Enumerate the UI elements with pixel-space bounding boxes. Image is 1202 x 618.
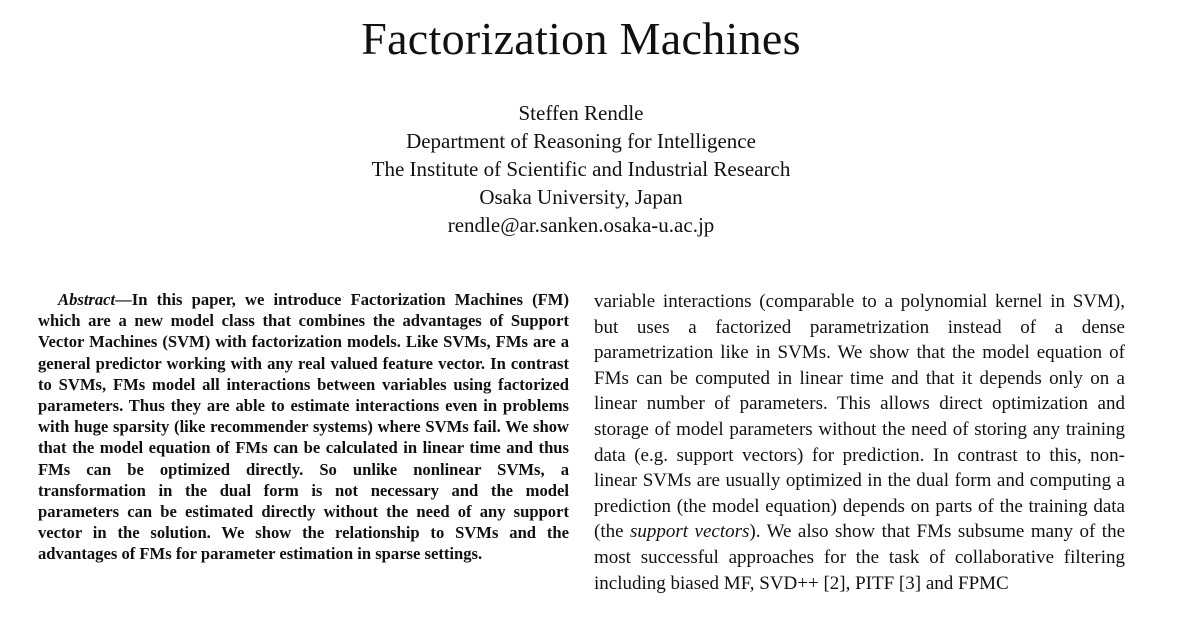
body-text-end: ). We also show that FMs subsume many of the most successful approaches for the task of collaborative filtering including biased MF, SVD++ [2], PITF [3] and FPMC (594, 521, 1125, 594)
body-paragraph (594, 289, 1125, 596)
paper-title: Factorization Machines (361, 13, 801, 64)
abstract-column (38, 289, 569, 565)
author-department: Department of Reasoning for Intelligence (406, 129, 756, 153)
author-name: Steffen Rendle (518, 101, 644, 125)
abstract-paragraph (38, 289, 569, 565)
introduction-column (594, 289, 1125, 607)
author-block (0, 99, 1162, 239)
author-email: rendle@ar.sanken.osaka-u.ac.jp (447, 213, 715, 237)
body-emphasis: support vectors (630, 521, 750, 543)
author-institute: The Institute of Scientific and Industrial Research (371, 157, 791, 181)
body-text-start: variable interactions (comparable to a polynomial kernel in SVM), but uses a factorized parametrization instead of a dense parametrization like in SVMs. We show that the model equation of FMs can be computed in linear time and that it depends only on a linear number of parameters. This allows direct optimization and storage of model parameters without the need of storing any training data (e.g. support vectors) for prediction. In contrast to this, non-linear SVMs are usually optimized in the dual form and computing a prediction (the model equation) depends on parts of the training data (the (594, 291, 1125, 543)
author-university: Osaka University, Japan (479, 185, 683, 209)
abstract-separator: — (115, 290, 132, 309)
abstract-label: Abstract (58, 290, 116, 309)
abstract-text: In this paper, we introduce Factorization Machines (FM) which are a new model class that combines the advantages of Support Vector Machines (SVM) with factorization models. Like SVMs, FMs are a general predictor working with any real valued feature vector. In contrast to SVMs, FMs model all interactions between variables using factorized parameters. Thus they are able to estimate interactions even in problems with huge sparsity (like recommender systems) where SVMs fail. We show that the model equation of FMs can be calculated in linear time and thus FMs can be optimized directly. So unlike nonlinear SVMs, a transformation in the dual form is not necessary and the model parameters can be estimated directly without the need of any support vector in the solution. We show the relationship to SVMs and the advantages of FMs for parameter estimation in sparse settings. (38, 290, 569, 564)
